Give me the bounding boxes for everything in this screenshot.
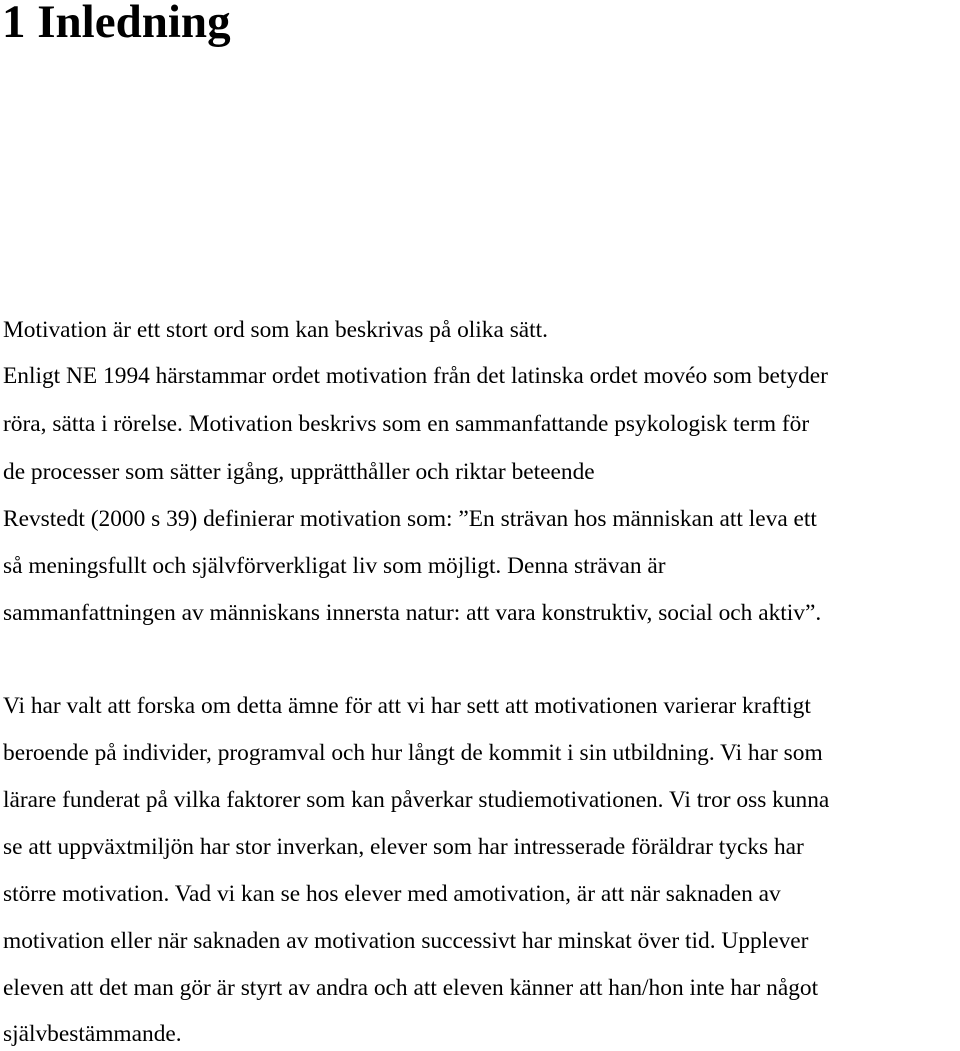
paragraph-1-line-6: så meningsfullt och självförverkligat liv som möjligt. Denna strävan är — [3, 553, 666, 579]
paragraph-2-line-1: Vi har valt att forska om detta ämne för att vi har sett att motivationen varierar kraftigt — [3, 693, 811, 719]
paragraph-2-line-2: beroende på individer, programval och hur långt de kommit i sin utbildning. Vi har som — [3, 740, 823, 766]
paragraph-2-line-4: se att uppväxtmiljön har stor inverkan, elever som har intresserade föräldrar tycks har — [3, 834, 804, 860]
section-heading: 1 Inledning — [2, 0, 231, 48]
paragraph-1-line-2: Enligt NE 1994 härstammar ordet motivation från det latinska ordet movéo som betyder — [3, 363, 828, 389]
paragraph-2-line-3: lärare funderat på vilka faktorer som kan påverkar studiemotivationen. Vi tror oss kunna — [3, 787, 830, 813]
paragraph-2-line-7: eleven att det man gör är styrt av andra och att eleven känner att han/hon inte har något — [3, 975, 819, 1001]
paragraph-1-line-5: Revstedt (2000 s 39) definierar motivation som: ”En strävan hos människan att leva ett — [3, 506, 817, 532]
paragraph-1-line-1: Motivation är ett stort ord som kan beskrivas på olika sätt. — [3, 317, 549, 343]
paragraph-2-line-8: självbestämmande. — [3, 1021, 182, 1047]
paragraph-1-line-4: de processer som sätter igång, upprätthåller och riktar beteende — [3, 459, 595, 485]
paragraph-1-line-7: sammanfattningen av människans innersta natur: att vara konstruktiv, social och aktiv”. — [3, 600, 822, 626]
paragraph-1-line-3: röra, sätta i rörelse. Motivation beskrivs som en sammanfattande psykologisk term för — [3, 411, 810, 437]
paragraph-2-line-5: större motivation. Vad vi kan se hos elever med amotivation, är att när saknaden av — [3, 881, 781, 907]
paragraph-2-line-6: motivation eller när saknaden av motivation successivt har minskat över tid. Upplever — [3, 928, 809, 954]
